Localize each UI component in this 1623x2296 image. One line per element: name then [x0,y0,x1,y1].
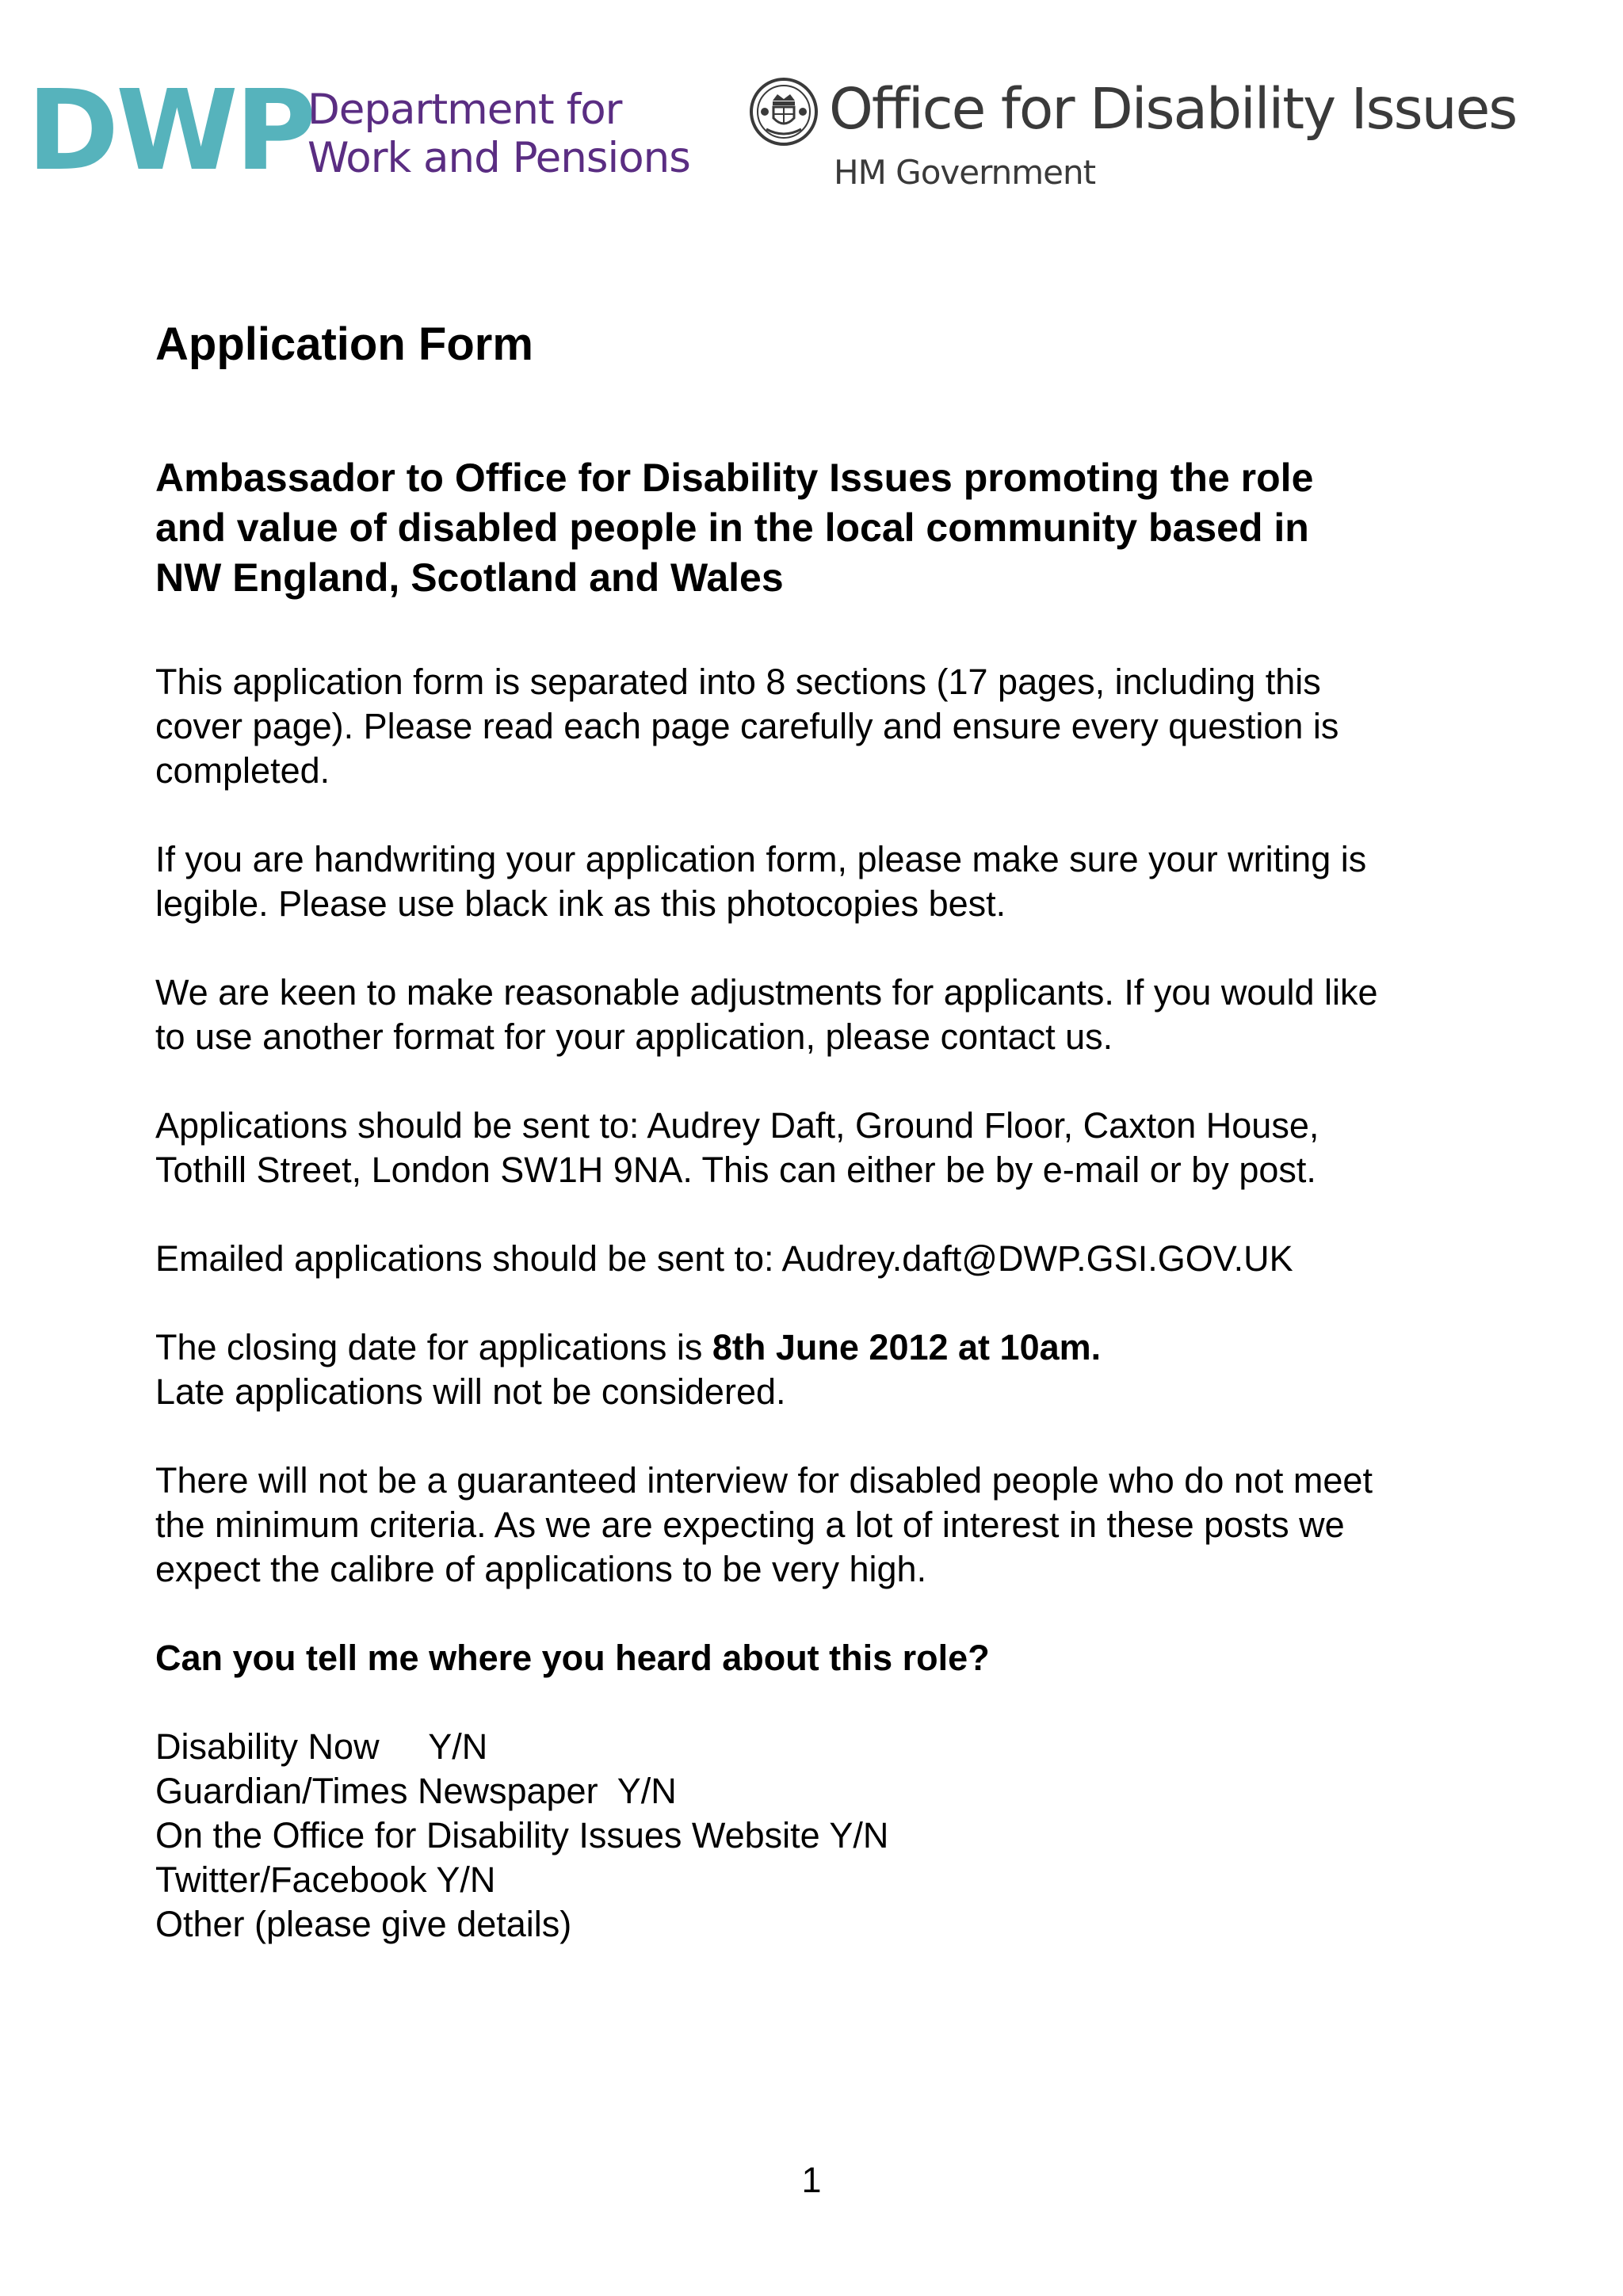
paragraph-line: Late applications will not be considered. [155,1371,786,1412]
paragraph-postal-address [155,1104,1503,1192]
list-item: Twitter/Facebook Y/N [155,1859,496,1900]
paragraph-adjustments [155,971,1503,1059]
dwp-department-line1: Department for [307,86,622,134]
paragraph-interview [155,1459,1503,1592]
page-title: Application Form [155,318,533,370]
paragraph-line: completed. [155,749,330,791]
odi-subtitle: HM Government [834,153,1096,192]
dwp-logo: DWP [27,67,314,196]
paragraph-line: We are keen to make reasonable adjustments for applicants. If you would like [155,971,1378,1013]
paragraph-email-address [155,1237,1503,1281]
paragraph-line: Tothill Street, London SW1H 9NA. This can either be by e-mail or by post. [155,1149,1316,1190]
paragraph-line: cover page). Please read each page carefully and ensure every question is [155,705,1339,746]
closing-date-line [155,1325,1503,1370]
paragraph-line: to use another format for your application, please contact us. [155,1016,1113,1057]
paragraph-closing-date [155,1325,1503,1414]
closing-date-value: 8th June 2012 at 10am. [712,1326,1102,1367]
document-body [155,317,1503,1947]
list-item: Disability Now Y/N [155,1726,488,1767]
list-item: Other (please give details) [155,1903,572,1944]
dwp-department-line2: Work and Pensions [307,134,690,182]
list-item: Guardian/Times Newspaper Y/N [155,1770,677,1811]
paragraph-line: If you are handwriting your application form, please make sure your writing is [155,838,1367,879]
list-item: On the Office for Disability Issues Website Y/N [155,1814,889,1855]
page-number: 1 [801,2160,822,2200]
source-question: Can you tell me where you heard about this role? [155,1637,990,1678]
role-title-line2: and value of disabled people in the local community based in [155,505,1309,550]
paragraph-line: Emailed applications should be sent to: Audrey.daft@DWP.GSI.GOV.UK [155,1238,1293,1279]
source-options-list [155,1725,1503,1947]
closing-date-prefix: The closing date for applications is [155,1326,712,1367]
paragraph-line: Applications should be sent to: Audrey Daft, Ground Floor, Caxton House, [155,1104,1319,1146]
paragraph-sections [155,660,1503,793]
paragraph-line: There will not be a guaranteed interview for disabled people who do not meet [155,1459,1373,1501]
paragraph-line: the minimum criteria. As we are expecting a lot of interest in these posts we [155,1504,1345,1545]
role-title-line3: NW England, Scotland and Wales [155,555,784,600]
odi-title: Office for Disability Issues [829,76,1517,142]
paragraph-line: expect the calibre of applications to be very high. [155,1548,927,1589]
royal-crest-icon [749,77,819,147]
role-title [155,453,1503,603]
page-header [0,0,1623,214]
paragraph-handwriting [155,837,1503,926]
dwp-department-name [307,86,690,182]
role-title-line1: Ambassador to Office for Disability Issues promoting the role [155,455,1314,500]
paragraph-line: This application form is separated into 8 sections (17 pages, including this [155,661,1321,702]
paragraph-line: legible. Please use black ink as this photocopies best. [155,883,1006,924]
